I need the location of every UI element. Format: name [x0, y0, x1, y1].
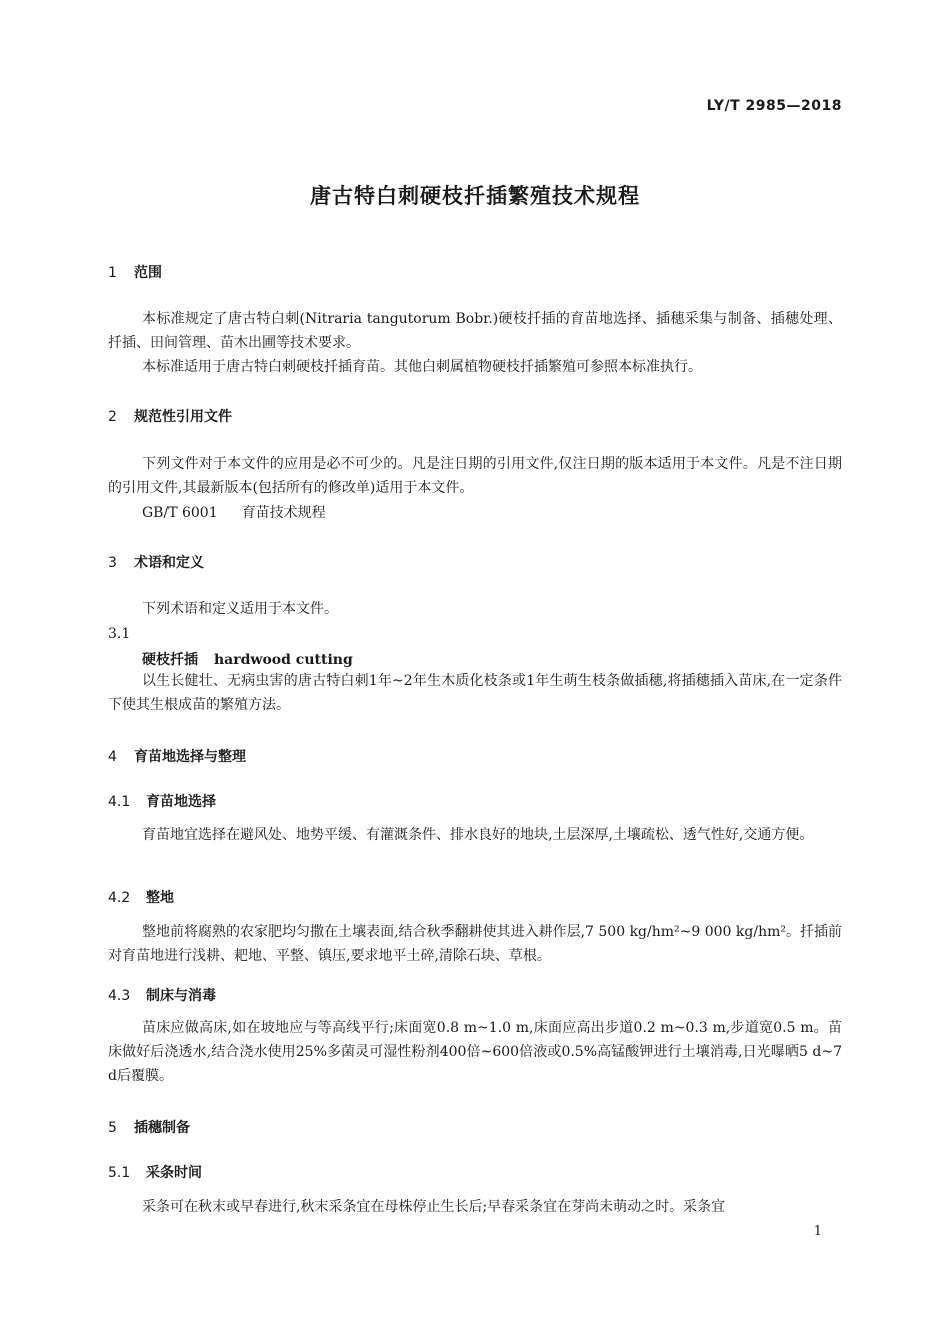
section-3-paragraph-1: 下列术语和定义适用于本文件。 — [142, 601, 338, 617]
subsection-title: 采条时间 — [146, 1165, 202, 1181]
subsection-5-1-heading — [108, 1162, 202, 1182]
reference-title: 育苗技术规程 — [241, 505, 326, 521]
section-number: 4 — [108, 749, 117, 765]
section-number: 2 — [108, 409, 117, 425]
subsection-number: 4.3 — [108, 988, 131, 1004]
page-number: 1 — [813, 1224, 822, 1239]
subsection-title: 育苗地选择 — [146, 794, 216, 810]
section-1-paragraph-1: 本标准规定了唐古特白刺(Nitraria tangutorum Bobr.)硬枝扦插的育苗地选择、插穗采集与制备、插穗处理、扦插、田间管理、苗木出圃等技术要求。 — [108, 311, 842, 351]
subsection-title: 制床与消毒 — [146, 988, 216, 1004]
reference-code: GB/T 6001 — [142, 505, 218, 521]
subsection-4-3-paragraph: 苗床应做高床,如在坡地应与等高线平行;床面宽0.8 m~1.0 m,床面应高出步道0.2 m~0.3 m,步道宽0.5 m。苗床做好后浇透水,结合浇水使用25%多菌灵可湿性粉剂400倍~600倍液或0.5%高锰酸钾进行土壤消毒,日光曝晒5 d~7 d后覆膜。 — [108, 1020, 842, 1084]
section-2-heading — [108, 406, 232, 426]
subsection-title: 整地 — [146, 890, 174, 906]
term-definition: 以生长健壮、无病虫害的唐古特白刺1年~2年生木质化枝条或1年生萌生枝条做插穗,将插穗插入苗床,在一定条件下使其生根成苗的繁殖方法。 — [108, 673, 842, 713]
section-1-paragraph-2: 本标准适用于唐古特白刺硬枝扦插育苗。其他白刺属植物硬枝扦插繁殖可参照本标准执行。 — [142, 359, 702, 375]
subsection-4-1-heading — [108, 791, 216, 811]
subsection-5-1-paragraph: 采条可在秋末或早春进行,秋末采条宜在母株停止生长后;早春采条宜在芽尚未萌动之时。采条宜 — [142, 1199, 726, 1215]
document-title: 唐古特白刺硬枝扦插繁殖技术规程 — [310, 184, 640, 208]
subsection-number: 5.1 — [108, 1165, 131, 1181]
standard-code: LY/T 2985—2018 — [706, 98, 842, 114]
section-number: 3 — [108, 555, 117, 571]
term-english: hardwood cutting — [214, 652, 353, 668]
subsection-number: 4.2 — [108, 890, 131, 906]
subsection-4-2-heading — [108, 887, 174, 907]
section-title: 范围 — [134, 265, 162, 281]
section-title: 术语和定义 — [134, 555, 204, 571]
section-1-heading — [108, 262, 162, 282]
section-3-heading — [108, 552, 204, 572]
subsection-number: 4.1 — [108, 794, 131, 810]
subsection-4-1-paragraph: 育苗地宜选择在避风处、地势平缓、有灌溉条件、排水良好的地块,土层深厚,土壤疏松、透气性好,交通方便。 — [142, 827, 814, 843]
section-5-heading — [108, 1117, 190, 1137]
term-number: 3.1 — [108, 626, 131, 642]
section-title: 规范性引用文件 — [134, 409, 232, 425]
section-title: 插穗制备 — [134, 1120, 190, 1136]
term-chinese: 硬枝扦插 — [142, 652, 198, 668]
section-number: 1 — [108, 265, 117, 281]
subsection-4-2-paragraph: 整地前将腐熟的农家肥均匀撒在土壤表面,结合秋季翻耕使其进入耕作层,7 500 kg/hm²~9 000 kg/hm²。扦插前对育苗地进行浅耕、耙地、平整、镇压,要求地平土碎,清除石块、草根。 — [108, 924, 842, 964]
section-title: 育苗地选择与整理 — [134, 749, 246, 765]
section-number: 5 — [108, 1120, 117, 1136]
section-2-paragraph-1: 下列文件对于本文件的应用是必不可少的。凡是注日期的引用文件,仅注日期的版本适用于本文件。凡是不注日期的引用文件,其最新版本(包括所有的修改单)适用于本文件。 — [108, 456, 842, 496]
normative-reference — [142, 502, 326, 522]
subsection-4-3-heading — [108, 985, 216, 1005]
section-4-heading — [108, 746, 246, 766]
term-entry — [142, 649, 353, 669]
